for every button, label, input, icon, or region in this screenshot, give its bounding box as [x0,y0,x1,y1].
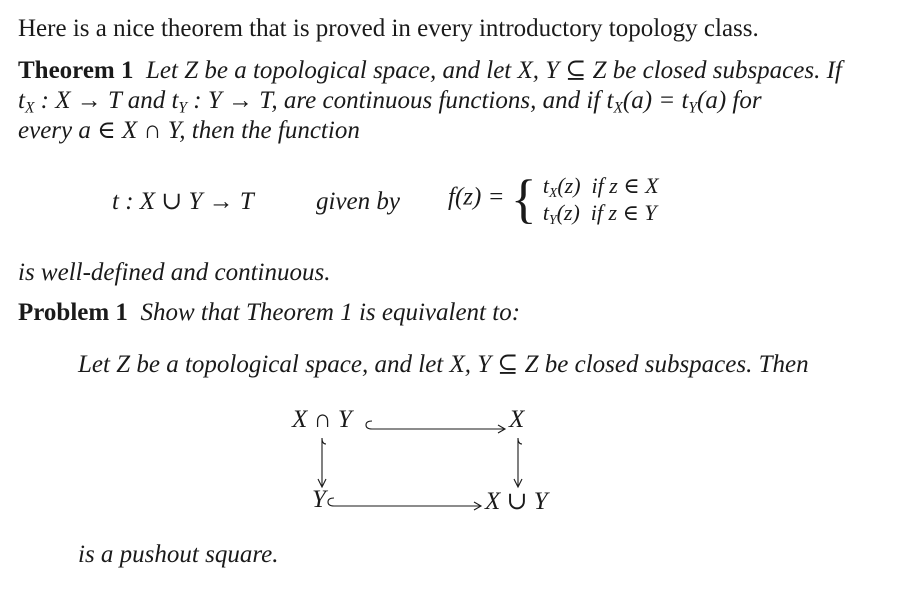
left-inclusion-arrow [322,438,326,486]
display-map: t : X ∪ Y → T [112,188,254,215]
diagram-top-right: X [509,406,525,433]
case-2: $t_Y(z)$ if z ∈ Y [542,200,657,227]
theorem-text-1: Let Z be a topological space, and let X, Y ⊆ Z be closed subspaces. If [146,57,842,84]
theorem-label: Theorem 1 [18,57,134,84]
equivalent-statement: Let Z be a topological space, and let X, Y ⊆ Z be closed subspaces. Then [78,351,809,378]
bottom-inclusion-arrow [328,498,480,506]
problem-label: Problem 1 [18,299,128,326]
top-inclusion-arrow [366,421,504,429]
theorem-line-3: every a ∈ X ∩ Y, then the function [18,117,360,144]
intro-sentence: Here is a nice theorem that is proved in every introductory topology class. [18,15,759,42]
problem-text: Show that Theorem 1 is equivalent to: [140,299,521,326]
diagram-bottom-right: X ∪ Y [485,488,548,515]
case-1: $t_X(z)$ if z ∈ X [542,173,659,200]
conclusion-text: is a pushout square. [78,541,279,568]
diagram-bottom-left: Y [312,486,326,513]
theorem-line-2: $t_X$ : X → T and $t_Y$ : Y → T, are continuous functions, and if $t_X(a) = t_Y(a)$ for [18,87,762,117]
right-inclusion-arrow [518,438,522,486]
after-display-text: is well-defined and continuous. [18,259,331,286]
display-brace: { [510,169,537,229]
display-given-by: given by [316,188,400,215]
diagram-top-left: X ∩ Y [292,406,352,433]
display-fz: f(z) = [448,183,505,211]
